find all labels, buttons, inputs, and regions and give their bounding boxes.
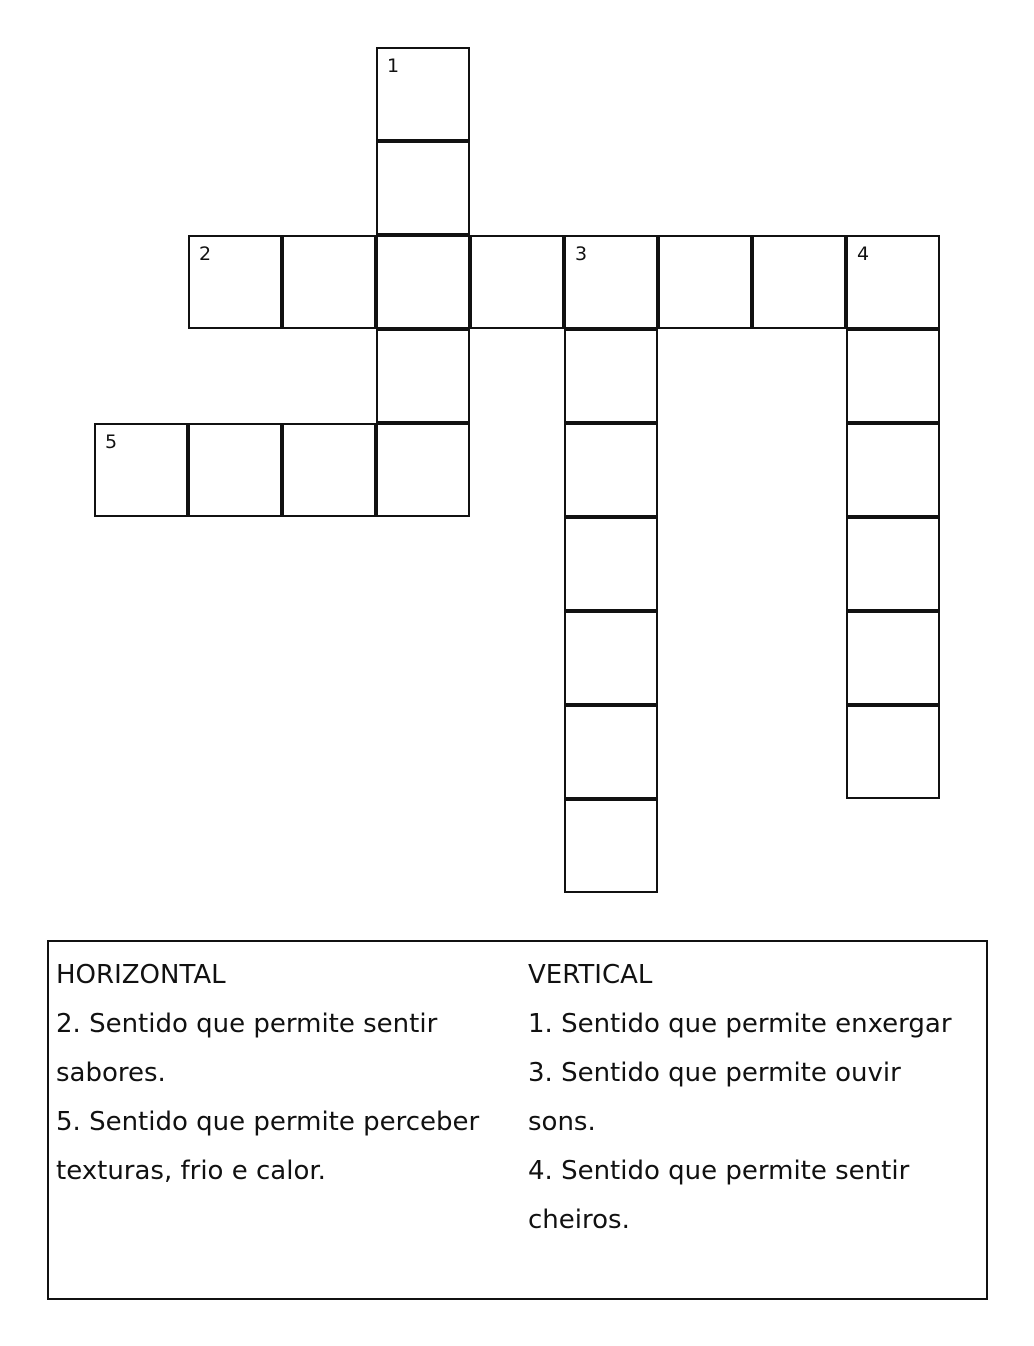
clue-vertical-3: 3. Sentido que permite ouvir sons. [528, 1058, 901, 1137]
crossword-cell[interactable] [846, 235, 940, 329]
horizontal-clues [56, 951, 496, 1196]
crossword-cell[interactable] [376, 141, 470, 235]
clue-number: 4 [857, 243, 870, 265]
clue-horizontal-2: 2. Sentido que permite sentir sabores. [56, 1009, 438, 1088]
crossword-cell[interactable] [846, 611, 940, 705]
clues-box [47, 940, 988, 1300]
clue-vertical-1: 1. Sentido que permite enxergar [528, 1009, 952, 1039]
crossword-cell[interactable] [564, 517, 658, 611]
crossword-cell[interactable] [564, 423, 658, 517]
crossword-cell[interactable] [564, 329, 658, 423]
crossword-cell[interactable] [564, 799, 658, 893]
crossword-cell[interactable] [376, 423, 470, 517]
crossword-cell[interactable] [188, 423, 282, 517]
crossword-cell[interactable] [846, 423, 940, 517]
clue-number: 5 [105, 431, 118, 453]
horizontal-heading: HORIZONTAL [56, 960, 226, 990]
crossword-cell[interactable] [846, 517, 940, 611]
crossword-cell[interactable] [376, 47, 470, 141]
crossword-cell[interactable] [752, 235, 846, 329]
crossword-cell[interactable] [376, 235, 470, 329]
crossword-cell[interactable] [282, 423, 376, 517]
crossword-cell[interactable] [564, 235, 658, 329]
crossword-cell[interactable] [564, 705, 658, 799]
crossword-cell[interactable] [376, 329, 470, 423]
clue-number: 3 [575, 243, 588, 265]
crossword-cell[interactable] [658, 235, 752, 329]
vertical-heading: VERTICAL [528, 960, 653, 990]
crossword-cell[interactable] [94, 423, 188, 517]
crossword-cell[interactable] [188, 235, 282, 329]
crossword-cell[interactable] [564, 611, 658, 705]
crossword-cell[interactable] [282, 235, 376, 329]
crossword-cell[interactable] [846, 329, 940, 423]
clue-vertical-4: 4. Sentido que permite sentir cheiros. [528, 1156, 910, 1235]
crossword-cell[interactable] [470, 235, 564, 329]
clue-horizontal-5: 5. Sentido que permite perceber texturas, frio e calor. [56, 1107, 480, 1186]
clue-number: 2 [199, 243, 212, 265]
crossword-cell[interactable] [846, 705, 940, 799]
vertical-clues [528, 951, 973, 1245]
clue-number: 1 [387, 55, 400, 77]
